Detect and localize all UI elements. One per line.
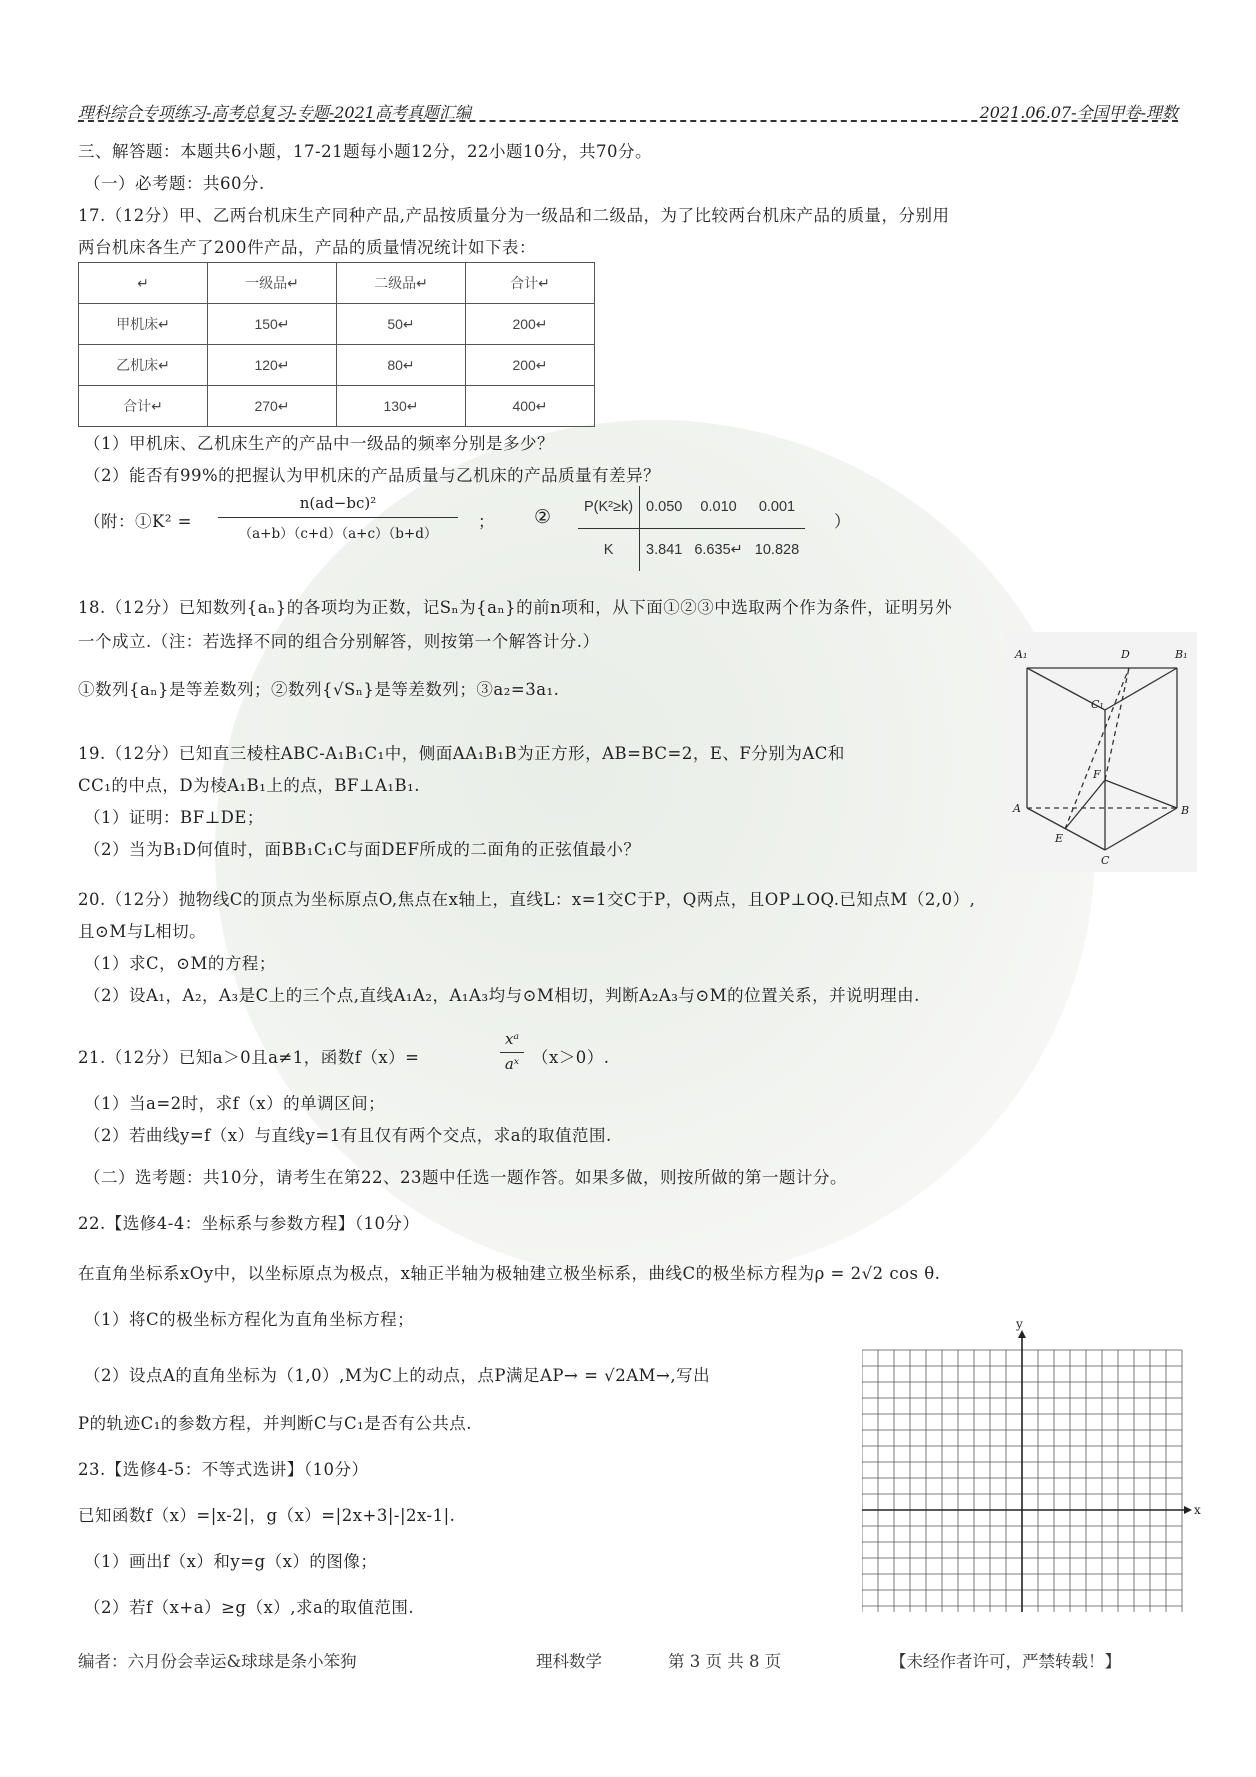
- q22-part2: （2）设点A的直角坐标为（1,0）,M为C上的动点，点P满足AP→ = √2AM→,写出: [84, 1366, 711, 1385]
- q22-part2-cont: P的轨迹C₁的参数方程，并判断C与C₁是否有公共点.: [78, 1414, 472, 1433]
- circled-two: ②: [534, 506, 552, 528]
- q18-line3: ①数列{aₙ}是等差数列；②数列{√Sₙ}是等差数列；③a₂=3a₁.: [78, 680, 560, 699]
- q17-line2: 两台机床各生产了200件产品，产品的质量情况统计如下表：: [78, 238, 536, 257]
- section-3b-title: （二）选考题：共10分，请考生在第22、23题中任选一题作答。如果多做，则按所做的第一题计分。: [84, 1168, 847, 1187]
- table-cell: 3.841: [646, 542, 683, 558]
- k-critical-table: [578, 486, 805, 571]
- table-cell: 120↵: [208, 345, 337, 386]
- q20-line2: 且⊙M与L相切。: [78, 922, 207, 941]
- table-cell: K: [578, 529, 640, 572]
- table-cell: 合计↵: [79, 386, 208, 427]
- k2-denominator: （a+b）（c+d）（a+c）（b+d）: [238, 526, 438, 542]
- table-row: [79, 263, 595, 304]
- table-cell: 150↵: [208, 304, 337, 345]
- label-C: C: [1101, 854, 1110, 867]
- table-cell: 200↵: [466, 304, 595, 345]
- x-axis-label: x: [1194, 1503, 1201, 1517]
- q22-line1: 在直角坐标系xOy中，以坐标原点为极点，x轴正半轴为极轴建立极坐标系，曲线C的极坐标方程为ρ = 2√2 cos θ.: [78, 1264, 941, 1283]
- q21-numerator: xᵃ: [504, 1030, 520, 1048]
- footer-subject: 理科数学: [536, 1652, 602, 1671]
- table-cell: 400↵: [466, 386, 595, 427]
- fraction-bar: [218, 517, 458, 518]
- table-cell: 80↵: [337, 345, 466, 386]
- q21-denominator: aˣ: [504, 1055, 520, 1073]
- q23-line1: 已知函数f（x）=|x-2|，g（x）=|2x+3|-|2x-1|.: [78, 1506, 456, 1525]
- q20-part1: （1）求C，⊙M的方程；: [84, 954, 276, 973]
- close-paren: ）: [834, 512, 851, 531]
- table-cell: 200↵: [466, 345, 595, 386]
- q21-part2: （2）若曲线y=f（x）与直线y=1有且仅有两个交点，求a的取值范围.: [84, 1126, 612, 1145]
- table-cell: 0.050: [640, 486, 689, 529]
- table-cell: 乙机床↵: [79, 345, 208, 386]
- label-A1: A₁: [1015, 648, 1028, 661]
- table-cell: P(K²≥k): [578, 486, 640, 529]
- y-axis-label: y: [1016, 1320, 1023, 1331]
- q18-line2: 一个成立.（注：若选择不同的组合分别解答，则按第一个解答计分.）: [78, 632, 600, 651]
- coordinate-grid: [862, 1320, 1202, 1612]
- q19-part1: （1）证明：BF⊥DE；: [84, 808, 264, 827]
- page-header: [78, 96, 1178, 124]
- q22-title: 22.【选修4-4：坐标系与参数方程】（10分）: [78, 1214, 420, 1233]
- table-row: [578, 486, 805, 529]
- table-cell: 甲机床↵: [79, 304, 208, 345]
- table-cell: 6.635↵: [694, 542, 743, 558]
- header-right: 2021.06.07-全国甲卷-理数: [979, 103, 1178, 122]
- prism-figure: [1005, 632, 1197, 872]
- label-B1: B₁: [1175, 648, 1188, 661]
- q21-fraction-bar: [500, 1052, 524, 1053]
- header-divider: [78, 120, 1178, 122]
- table-row: [79, 304, 595, 345]
- table-cell: 50↵: [337, 304, 466, 345]
- label-B: B: [1181, 804, 1190, 817]
- q21-part1: （1）当a=2时，求f（x）的单调区间；: [84, 1094, 386, 1113]
- table-row: [79, 345, 595, 386]
- footer-notice: 【未经作者许可，严禁转载！】: [890, 1652, 1121, 1671]
- k2-numerator: n(ad−bc)²: [299, 494, 377, 512]
- q20-line1: 20.（12分）抛物线C的顶点为坐标原点O,焦点在x轴上，直线L：x=1交C于P，Q两点，且OP⊥OQ.已知点M（2,0）,: [78, 890, 976, 909]
- table-cell: 270↵: [208, 386, 337, 427]
- table-cell: ↵: [79, 263, 208, 304]
- label-F: F: [1093, 768, 1101, 781]
- table-cell: 二级品↵: [337, 263, 466, 304]
- q23-part2: （2）若f（x+a）≥g（x）,求a的取值范围.: [84, 1598, 415, 1617]
- q17-part2: （2）能否有99%的把握认为甲机床的产品质量与乙机床的产品质量有差异？: [84, 466, 661, 485]
- q17-appendix-label: （附：①K² =: [84, 512, 193, 531]
- section-3-title: 三、解答题：本题共6小题，17-21题每小题12分，22小题10分，共70分。: [78, 142, 653, 161]
- table-cell: 一级品↵: [208, 263, 337, 304]
- q17-part1: （1）甲机床、乙机床生产的产品中一级品的频率分别是多少？: [84, 434, 554, 453]
- label-D: D: [1121, 648, 1130, 661]
- q19-line2: CC₁的中点，D为棱A₁B₁上的点，BF⊥A₁B₁.: [78, 776, 420, 795]
- q23-part1: （1）画出f（x）和y=g（x）的图像；: [84, 1552, 378, 1571]
- q17-line1: 17.（12分）甲、乙两台机床生产同种产品,产品按质量分为一级品和二级品，为了比较两台机床产品的质量，分别用: [78, 206, 950, 225]
- table-cell: 合计↵: [466, 263, 595, 304]
- q21-line1: 21.（12分）已知a＞0且a≠1，函数f（x）=: [78, 1048, 420, 1067]
- label-C1: C₁: [1091, 698, 1104, 711]
- table-cell: 130↵: [337, 386, 466, 427]
- label-E: E: [1055, 832, 1064, 845]
- table-cell: 0.010: [688, 486, 748, 529]
- section-3a-title: （一）必考题：共60分.: [84, 174, 265, 193]
- label-A: A: [1013, 802, 1021, 815]
- table-row: [79, 386, 595, 427]
- table-row: [578, 529, 805, 572]
- table-cell: 10.828: [754, 542, 800, 558]
- q17-table: [78, 262, 595, 427]
- prism-diagram: [1005, 632, 1197, 872]
- footer-author: 编者：六月份会幸运&球球是条小笨狗: [78, 1652, 357, 1671]
- table-cell: 0.001: [749, 486, 805, 529]
- q22-part1: （1）将C的极坐标方程化为直角坐标方程；: [84, 1310, 415, 1329]
- semicolon: ；: [478, 512, 495, 531]
- q23-title: 23.【选修4-5：不等式选讲】（10分）: [78, 1460, 369, 1479]
- q19-part2: （2）当为B₁D何值时，面BB₁C₁C与面DEF所成的二面角的正弦值最小？: [84, 840, 641, 859]
- header-left: 理科综合专项练习-高考总复习-专题-2021高考真题汇编: [78, 103, 471, 122]
- q20-part2: （2）设A₁，A₂，A₃是C上的三个点,直线A₁A₂，A₁A₃均与⊙M相切，判断A₂A₃与⊙M的位置关系，并说明理由.: [84, 986, 920, 1005]
- q19-line1: 19.（12分）已知直三棱柱ABC-A₁B₁C₁中，侧面AA₁B₁B为正方形，AB=BC=2，E、F分别为AC和: [78, 744, 845, 763]
- footer-page-number: 第 3 页 共 8 页: [668, 1652, 782, 1671]
- q18-line1: 18.（12分）已知数列{aₙ}的各项均为正数，记Sₙ为{aₙ}的前n项和，从下面①②③中选取两个作为条件，证明另外: [78, 598, 953, 617]
- q21-tail: （x＞0）.: [532, 1048, 610, 1067]
